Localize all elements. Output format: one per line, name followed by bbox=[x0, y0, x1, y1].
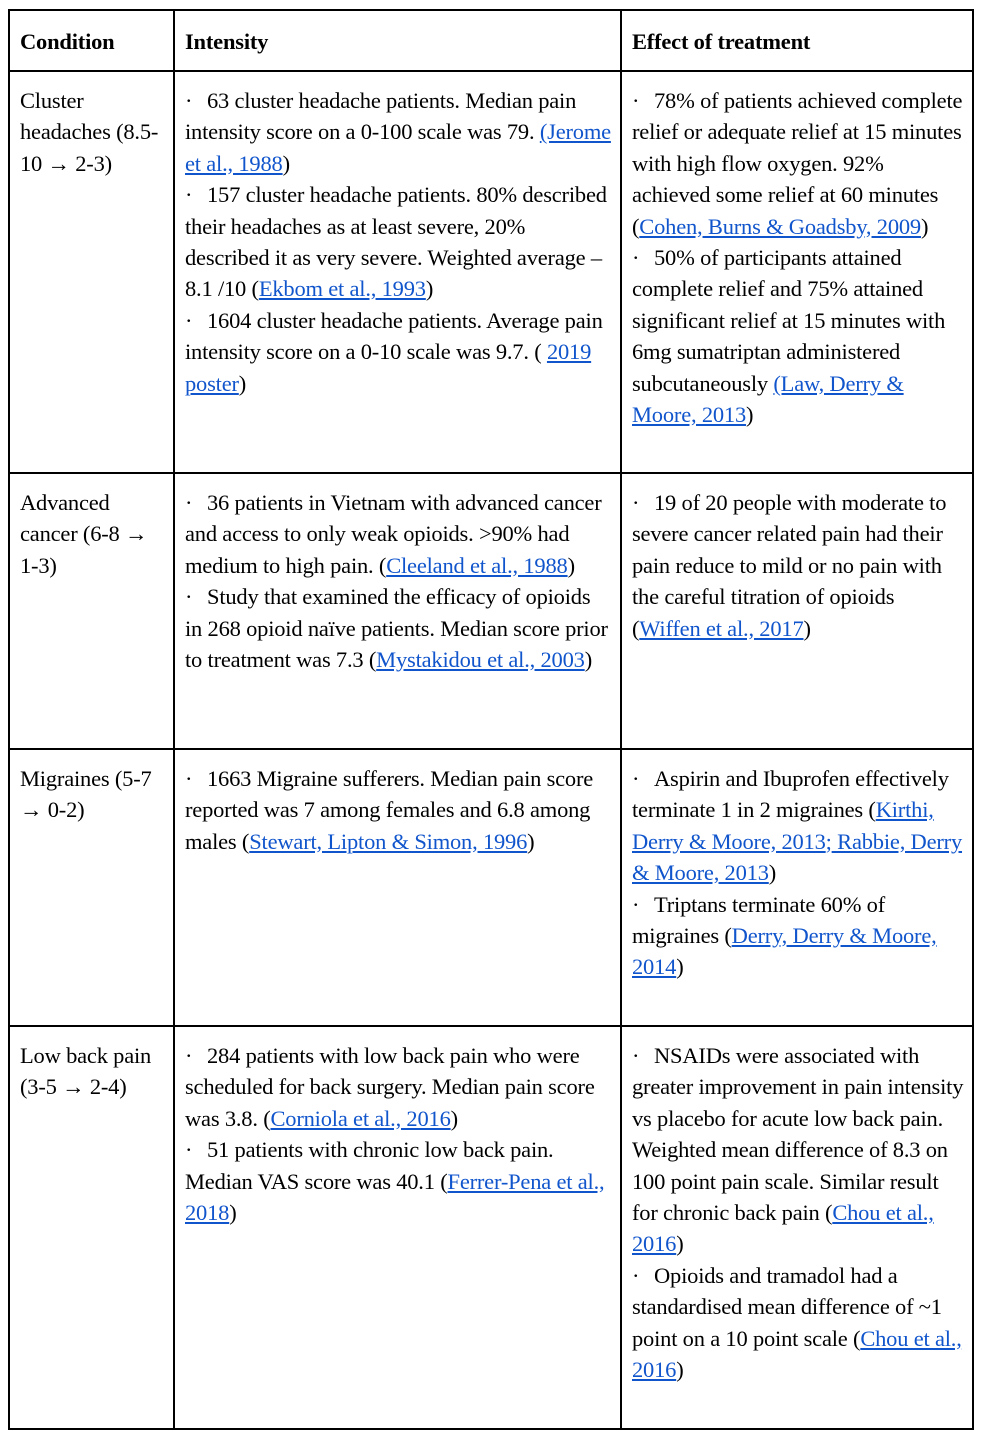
intensity-cell bbox=[174, 749, 621, 1026]
citation-link[interactable]: Ferrer-Pena et al., 2018 bbox=[185, 1168, 605, 1226]
intensity-bullet: · 1663 Migraine sufferers. Median pain score reported was 7 among females and 6.8 among males (Stewart, Lipton & Simon, 1996) bbox=[185, 763, 612, 857]
citation-separator: ; bbox=[825, 828, 832, 854]
effect-bullet: · Opioids and tramadol had a standardised mean difference of ~1 point on a 10 point scale (Chou et al., 2016) bbox=[632, 1260, 964, 1386]
header-effect-of-treatment: Effect of treatment bbox=[621, 10, 973, 71]
citation-link[interactable]: Cohen, Burns & Goadsby, 2009 bbox=[639, 213, 921, 239]
effect-bullet: · NSAIDs were associated with greater improvement in pain intensity vs placebo for acute low back pain. Weighted mean difference of 8.3 on 100 point pain scale. Similar result for chronic back pain (Chou et al., 2016) bbox=[632, 1040, 964, 1260]
intensity-bullet: · 284 patients with low back pain who were scheduled for back surgery. Median pain score was 3.8. (Corniola et al., 2016) bbox=[185, 1040, 612, 1134]
condition-cell bbox=[9, 749, 174, 1026]
effect-bullet: · 19 of 20 people with moderate to severe cancer related pain had their pain reduce to mild or no pain with the careful titration of opioids (Wiffen et al., 2017) bbox=[632, 487, 964, 644]
intensity-bullet: · 157 cluster headache patients. 80% described their headaches as at least severe, 20% described it as very severe. Weighted average – 8.1 /10 (Ekbom et al., 1993) bbox=[185, 179, 612, 305]
bullet-dot-icon: · bbox=[632, 1262, 640, 1288]
effect-bullet: · 50% of participants attained complete relief and 75% attained significant relief at 15 minutes with 6mg sumatriptan administered subcutaneously (Law, Derry & Moore, 2013) bbox=[632, 242, 964, 430]
citation-link[interactable]: Ekbom et al., 1993 bbox=[258, 276, 426, 302]
bullet-dot-icon: · bbox=[632, 891, 640, 917]
effect-bullet: · Triptans terminate 60% of migraines (Derry, Derry & Moore, 2014) bbox=[632, 889, 964, 983]
citation-link[interactable]: (Law, Derry & Moore, 2013 bbox=[632, 370, 904, 428]
condition-cell bbox=[9, 473, 174, 749]
condition-cell bbox=[9, 71, 174, 473]
intensity-cell bbox=[174, 473, 621, 749]
effect-cell bbox=[621, 71, 973, 473]
condition-cell bbox=[9, 1026, 174, 1429]
condition-label: Low back pain (3-5 → 2-4) bbox=[20, 1043, 152, 1100]
table-row-low-back-pain bbox=[9, 1026, 973, 1429]
citation-link[interactable]: Corniola et al., 2016 bbox=[270, 1105, 451, 1131]
bullet-dot-icon: · bbox=[185, 307, 193, 333]
bullet-dot-icon: · bbox=[632, 245, 640, 271]
bullet-dot-icon: · bbox=[185, 584, 193, 610]
table-row-advanced-cancer bbox=[9, 473, 973, 749]
bullet-dot-icon: · bbox=[632, 766, 640, 791]
citation-link[interactable]: Derry, Derry & Moore, 2014 bbox=[632, 923, 937, 980]
bullet-dot-icon: · bbox=[185, 182, 193, 208]
condition-label: Cluster headaches (8.5-10 → 2-3) bbox=[20, 88, 159, 176]
bullet-dot-icon: · bbox=[632, 1043, 640, 1068]
citation-link[interactable]: Wiffen et al., 2017 bbox=[639, 615, 804, 641]
effect-cell bbox=[621, 749, 973, 1026]
header-condition: Condition bbox=[9, 10, 174, 71]
intensity-cell bbox=[174, 71, 621, 473]
table-row-migraines bbox=[9, 749, 973, 1026]
citation-link[interactable]: Kirthi, Derry & Moore, 2013 bbox=[632, 797, 934, 854]
intensity-bullet: · 1604 cluster headache patients. Average pain intensity score on a 0-10 scale was 9.7. ( 2019 poster) bbox=[185, 305, 612, 399]
table-row-cluster-headaches bbox=[9, 71, 973, 473]
intensity-bullet: · 36 patients in Vietnam with advanced cancer and access to only weak opioids. >90% had medium to high pain. (Cleeland et al., 1988) bbox=[185, 487, 612, 581]
citation-link[interactable]: 2019 poster bbox=[185, 339, 592, 396]
effect-cell bbox=[621, 473, 973, 749]
bullet-dot-icon: · bbox=[185, 766, 193, 791]
bullet-dot-icon: · bbox=[632, 88, 640, 113]
bullet-dot-icon: · bbox=[185, 88, 193, 113]
intensity-bullet: · 63 cluster headache patients. Median pain intensity score on a 0-100 scale was 79. (Jerome et al., 1988) bbox=[185, 85, 612, 179]
bullet-dot-icon: · bbox=[185, 490, 193, 515]
effect-cell bbox=[621, 1026, 973, 1429]
bullet-dot-icon: · bbox=[185, 1137, 193, 1163]
effect-bullet: · Aspirin and Ibuprofen effectively terminate 1 in 2 migraines (Kirthi, Derry & Moore, 2013; Rabbie, Derry & Moore, 2013) bbox=[632, 763, 964, 889]
bullet-dot-icon: · bbox=[632, 490, 640, 515]
citation-link[interactable]: Mystakidou et al., 2003 bbox=[376, 647, 585, 673]
condition-label: Migraines (5-7 → 0-2) bbox=[20, 766, 152, 823]
citation-link[interactable]: Rabbie, Derry & Moore, 2013 bbox=[632, 828, 963, 886]
citation-link[interactable]: Cleeland et al., 1988 bbox=[386, 552, 568, 578]
citation-link[interactable]: Chou et al., 2016 bbox=[632, 1325, 962, 1383]
intensity-bullet: · 51 patients with chronic low back pain. Median VAS score was 40.1 (Ferrer-Pena et al., 2018) bbox=[185, 1134, 612, 1228]
citation-link[interactable]: Stewart, Lipton & Simon, 1996 bbox=[249, 828, 528, 854]
citation-link[interactable]: Chou et al., 2016 bbox=[632, 1200, 934, 1257]
table-header-row bbox=[9, 10, 973, 71]
effect-bullet: · 78% of patients achieved complete relief or adequate relief at 15 minutes with high flow oxygen. 92% achieved some relief at 60 minutes (Cohen, Burns & Goadsby, 2009) bbox=[632, 85, 964, 242]
condition-label: Advanced cancer (6-8 → 1-3) bbox=[20, 490, 148, 578]
pain-intensity-table bbox=[8, 9, 974, 1430]
citation-link[interactable]: (Jerome et al., 1988 bbox=[185, 119, 611, 176]
header-intensity: Intensity bbox=[174, 10, 621, 71]
bullet-dot-icon: · bbox=[185, 1043, 193, 1068]
intensity-cell bbox=[174, 1026, 621, 1429]
intensity-bullet: · Study that examined the efficacy of opioids in 268 opioid naïve patients. Median score prior to treatment was 7.3 (Mystakidou et al., 2003) bbox=[185, 581, 612, 675]
